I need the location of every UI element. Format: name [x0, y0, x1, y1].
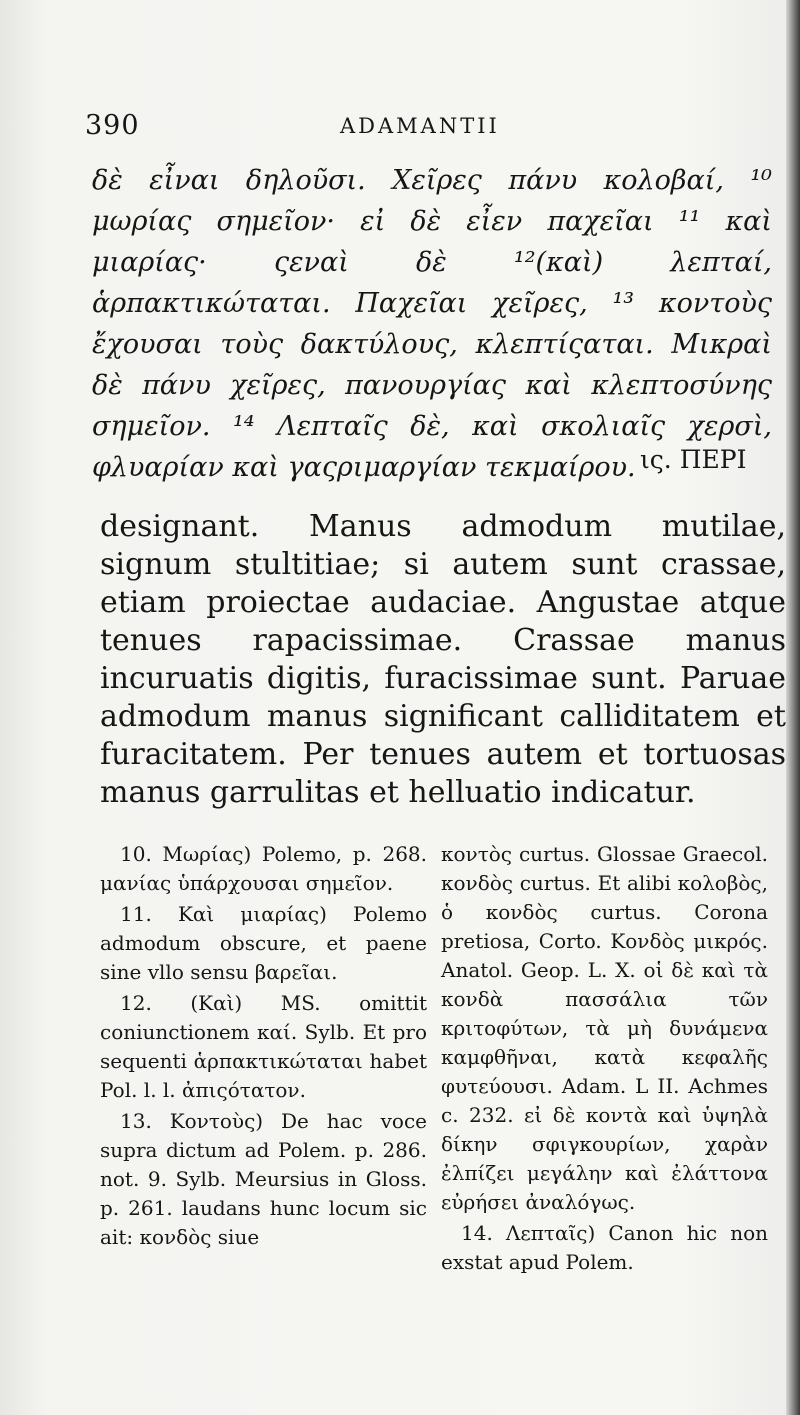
running-head: ADAMANTII [340, 114, 500, 138]
footnote: 10. Μωρίας) Polemo, p. 268. μανίας ὑπάρχουσαι σημεῖον. [100, 842, 427, 895]
footnote: 12. (Καὶ) MS. omittit coniunctionem καί. Sylb. Et pro sequenti ἁρπακτικώταται habet Pol. l. l. ἀπιςότατον. [100, 991, 427, 1102]
page-header [85, 110, 685, 146]
notes-left-column [100, 840, 427, 1290]
footnote: 11. Καὶ μιαρίας) Polemo admodum obscure, et paene sine vllo sensu βαρεῖαι. [100, 902, 427, 984]
footnote: 14. Λεπταῖς) Canon hic non exstat apud Polem. [441, 1221, 768, 1274]
latin-paragraph: designant. Manus admodum mutilae, signum stultitiae; si autem sunt crassae, etiam proiectae audaciae. Angustae atque tenues rapacissimae. Crassae manus incuruatis digitis, furacissimae sunt. Paruae admodum manus significant calliditatem et furacitatem. Per tenues autem et tortuosas manus garrulitas et helluatio indicatur. [100, 509, 786, 810]
page-edge-shadow [786, 0, 800, 1415]
footnote-continued: κοντὸς curtus. Glossae Graecol. κονδὸς curtus. Et alibi κολοβὸς, ὁ κονδὸς curtus. Corona pretiosa, Corto. Κονδὸς μικρός. Anatol. Geop. L. X. οἱ δὲ καὶ τὰ κονδὰ πασσάλια τῶν κριτοφύτων, τὰ μὴ δυνάμενα καμφθῆναι, κατὰ κεφαλῆς φυτεύουσι. Adam. L II. Achmes c. 232. εἰ δὲ κοντὰ καὶ ὑψηλὰ δίκην σφιγκουρίων, χαρὰν ἐλπίζει μεγάλην καὶ ἐλάττονα εὐρήσει ἀναλόγως. [441, 842, 768, 1214]
latin-translation-block [100, 508, 786, 812]
page-number: 390 [85, 110, 140, 141]
footnote: 13. Κοντοὺς) De hac voce supra dictum ad Polem. p. 286. not. 9. Sylb. Meursius in Gloss. p. 261. laudans hunc locum sic ait: κονδὸς siue [100, 1109, 427, 1249]
greek-text-block [92, 160, 772, 488]
catchword: ις. ΠΕΡΙ [640, 445, 747, 474]
greek-paragraph: δὲ εἶναι δηλοῦσι. Χεῖρες πάνυ κολοβαί, ¹⁰ μωρίας σημεῖον· εἰ δὲ εἶεν παχεῖαι ¹¹ καὶ μιαρίας· ςεναὶ δὲ ¹²(καὶ) λεπταί, ἁρπακτικώταται. Παχεῖαι χεῖρες, ¹³ κοντοὺς ἔχουσαι τοὺς δακτύλους, κλεπτίςαται. Μικραὶ δὲ πάνυ χεῖρες, πανουργίας καὶ κλεπτοσύνης σημεῖον. ¹⁴ Λεπταῖς δὲ, καὶ σκολιαῖς χερσὶ, φλυαρίαν καὶ γαςριμαργίαν τεκμαίρου. [92, 165, 772, 483]
footnotes [100, 840, 768, 1290]
notes-right-column [441, 840, 768, 1290]
